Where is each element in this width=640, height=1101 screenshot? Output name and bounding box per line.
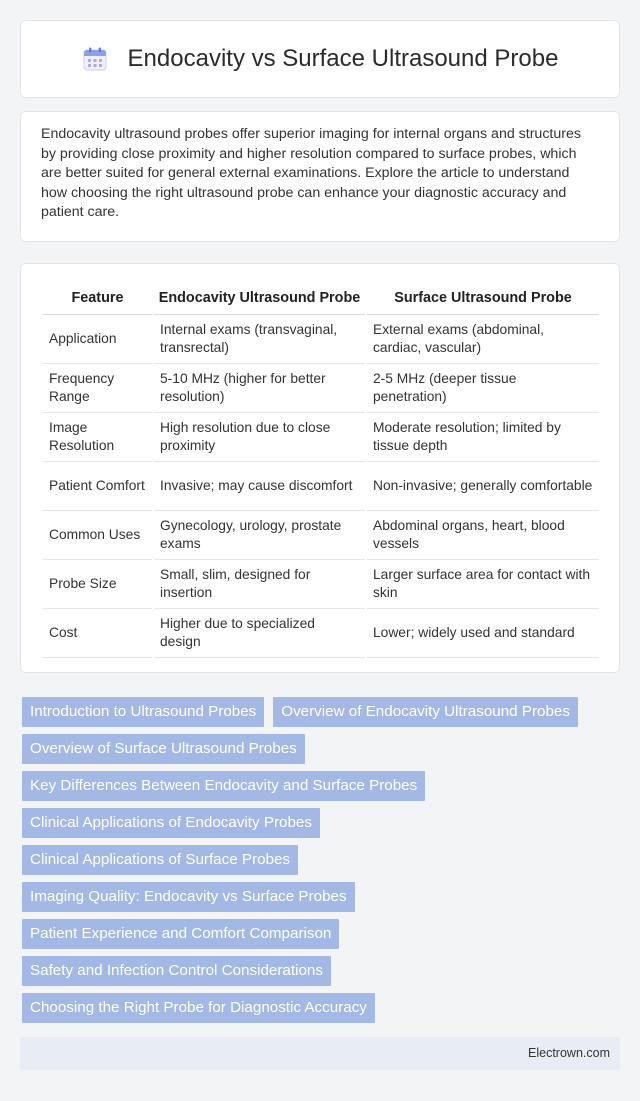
topic-link-patient-comfort[interactable]: Patient Experience and Comfort Comparison [22,919,339,949]
endocavity-cell: Gynecology, urology, prostate exams [153,510,366,559]
endocavity-cell: Higher due to specialized design [153,608,366,657]
topic-row [22,845,622,875]
feature-cell: Probe Size [43,559,153,608]
page-title: Endocavity vs Surface Ultrasound Probe [127,45,559,72]
topic-link-surface-applications[interactable]: Clinical Applications of Surface Probes [22,845,298,875]
header-endocavity: Endocavity Ultrasound Probe [153,282,366,314]
table-row [43,510,599,559]
topic-link-introduction[interactable]: Introduction to Ultrasound Probes [22,697,264,727]
table-row [43,608,599,657]
table-header-row [43,282,599,314]
surface-cell: 2-5 MHz (deeper tissue penetration) [366,363,599,412]
endocavity-cell: 5-10 MHz (higher for better resolution) [153,363,366,412]
topic-link-endocavity-overview[interactable]: Overview of Endocavity Ultrasound Probes [273,697,578,727]
header-card [20,20,620,98]
header [82,45,559,73]
calendar-icon [82,46,108,72]
topic-row [22,919,622,949]
surface-cell: Non-invasive; generally comfortable [366,461,599,510]
comparison-table [43,282,599,658]
topic-link-choosing-probe[interactable]: Choosing the Right Probe for Diagnostic Accuracy [22,993,375,1023]
table-row [43,412,599,461]
topic-link-safety[interactable]: Safety and Infection Control Considerations [22,956,331,986]
table-row [43,363,599,412]
surface-cell: Moderate resolution; limited by tissue depth [366,412,599,461]
feature-cell: Frequency Range [43,363,153,412]
table-row [43,461,599,510]
intro-card [20,111,620,242]
endocavity-cell: Invasive; may cause discomfort [153,461,366,510]
topic-link-endocavity-applications[interactable]: Clinical Applications of Endocavity Probes [22,808,320,838]
topic-row [22,993,622,1023]
intro-paragraph: Endocavity ultrasound probes offer superior imaging for internal organs and structures by providing close proximity and higher resolution compared to surface probes, which are better suited for general external examinations. Explore the article to understand how choosing the right ultrasound probe can enhance your diagnostic accuracy and patient care. [41,126,581,221]
footer [20,1037,620,1070]
footer-site-name: Electrown.com [528,1046,610,1060]
topic-row [22,882,622,912]
surface-cell: Lower; widely used and standard [366,608,599,657]
topic-link-imaging-quality[interactable]: Imaging Quality: Endocavity vs Surface Probes [22,882,355,912]
surface-cell: Larger surface area for contact with skin [366,559,599,608]
topic-link-surface-overview[interactable]: Overview of Surface Ultrasound Probes [22,734,305,764]
topic-row [22,956,622,986]
comparison-card [20,263,620,673]
feature-cell: Image Resolution [43,412,153,461]
topic-link-key-differences[interactable]: Key Differences Between Endocavity and Surface Probes [22,771,425,801]
surface-cell: External exams (abdominal, cardiac, vascular) [366,314,599,363]
topic-links [22,697,622,1030]
feature-cell: Patient Comfort [43,461,153,510]
feature-cell: Cost [43,608,153,657]
endocavity-cell: High resolution due to close proximity [153,412,366,461]
feature-cell: Common Uses [43,510,153,559]
endocavity-cell: Internal exams (transvaginal, transrectal) [153,314,366,363]
surface-cell: Abdominal organs, heart, blood vessels [366,510,599,559]
topic-row [22,808,622,838]
table-row [43,314,599,363]
header-feature: Feature [43,282,153,314]
topic-row [22,734,622,764]
topic-row [22,697,622,727]
endocavity-cell: Small, slim, designed for insertion [153,559,366,608]
feature-cell: Application [43,314,153,363]
topic-row [22,771,622,801]
table-row [43,559,599,608]
header-surface: Surface Ultrasound Probe [366,282,599,314]
